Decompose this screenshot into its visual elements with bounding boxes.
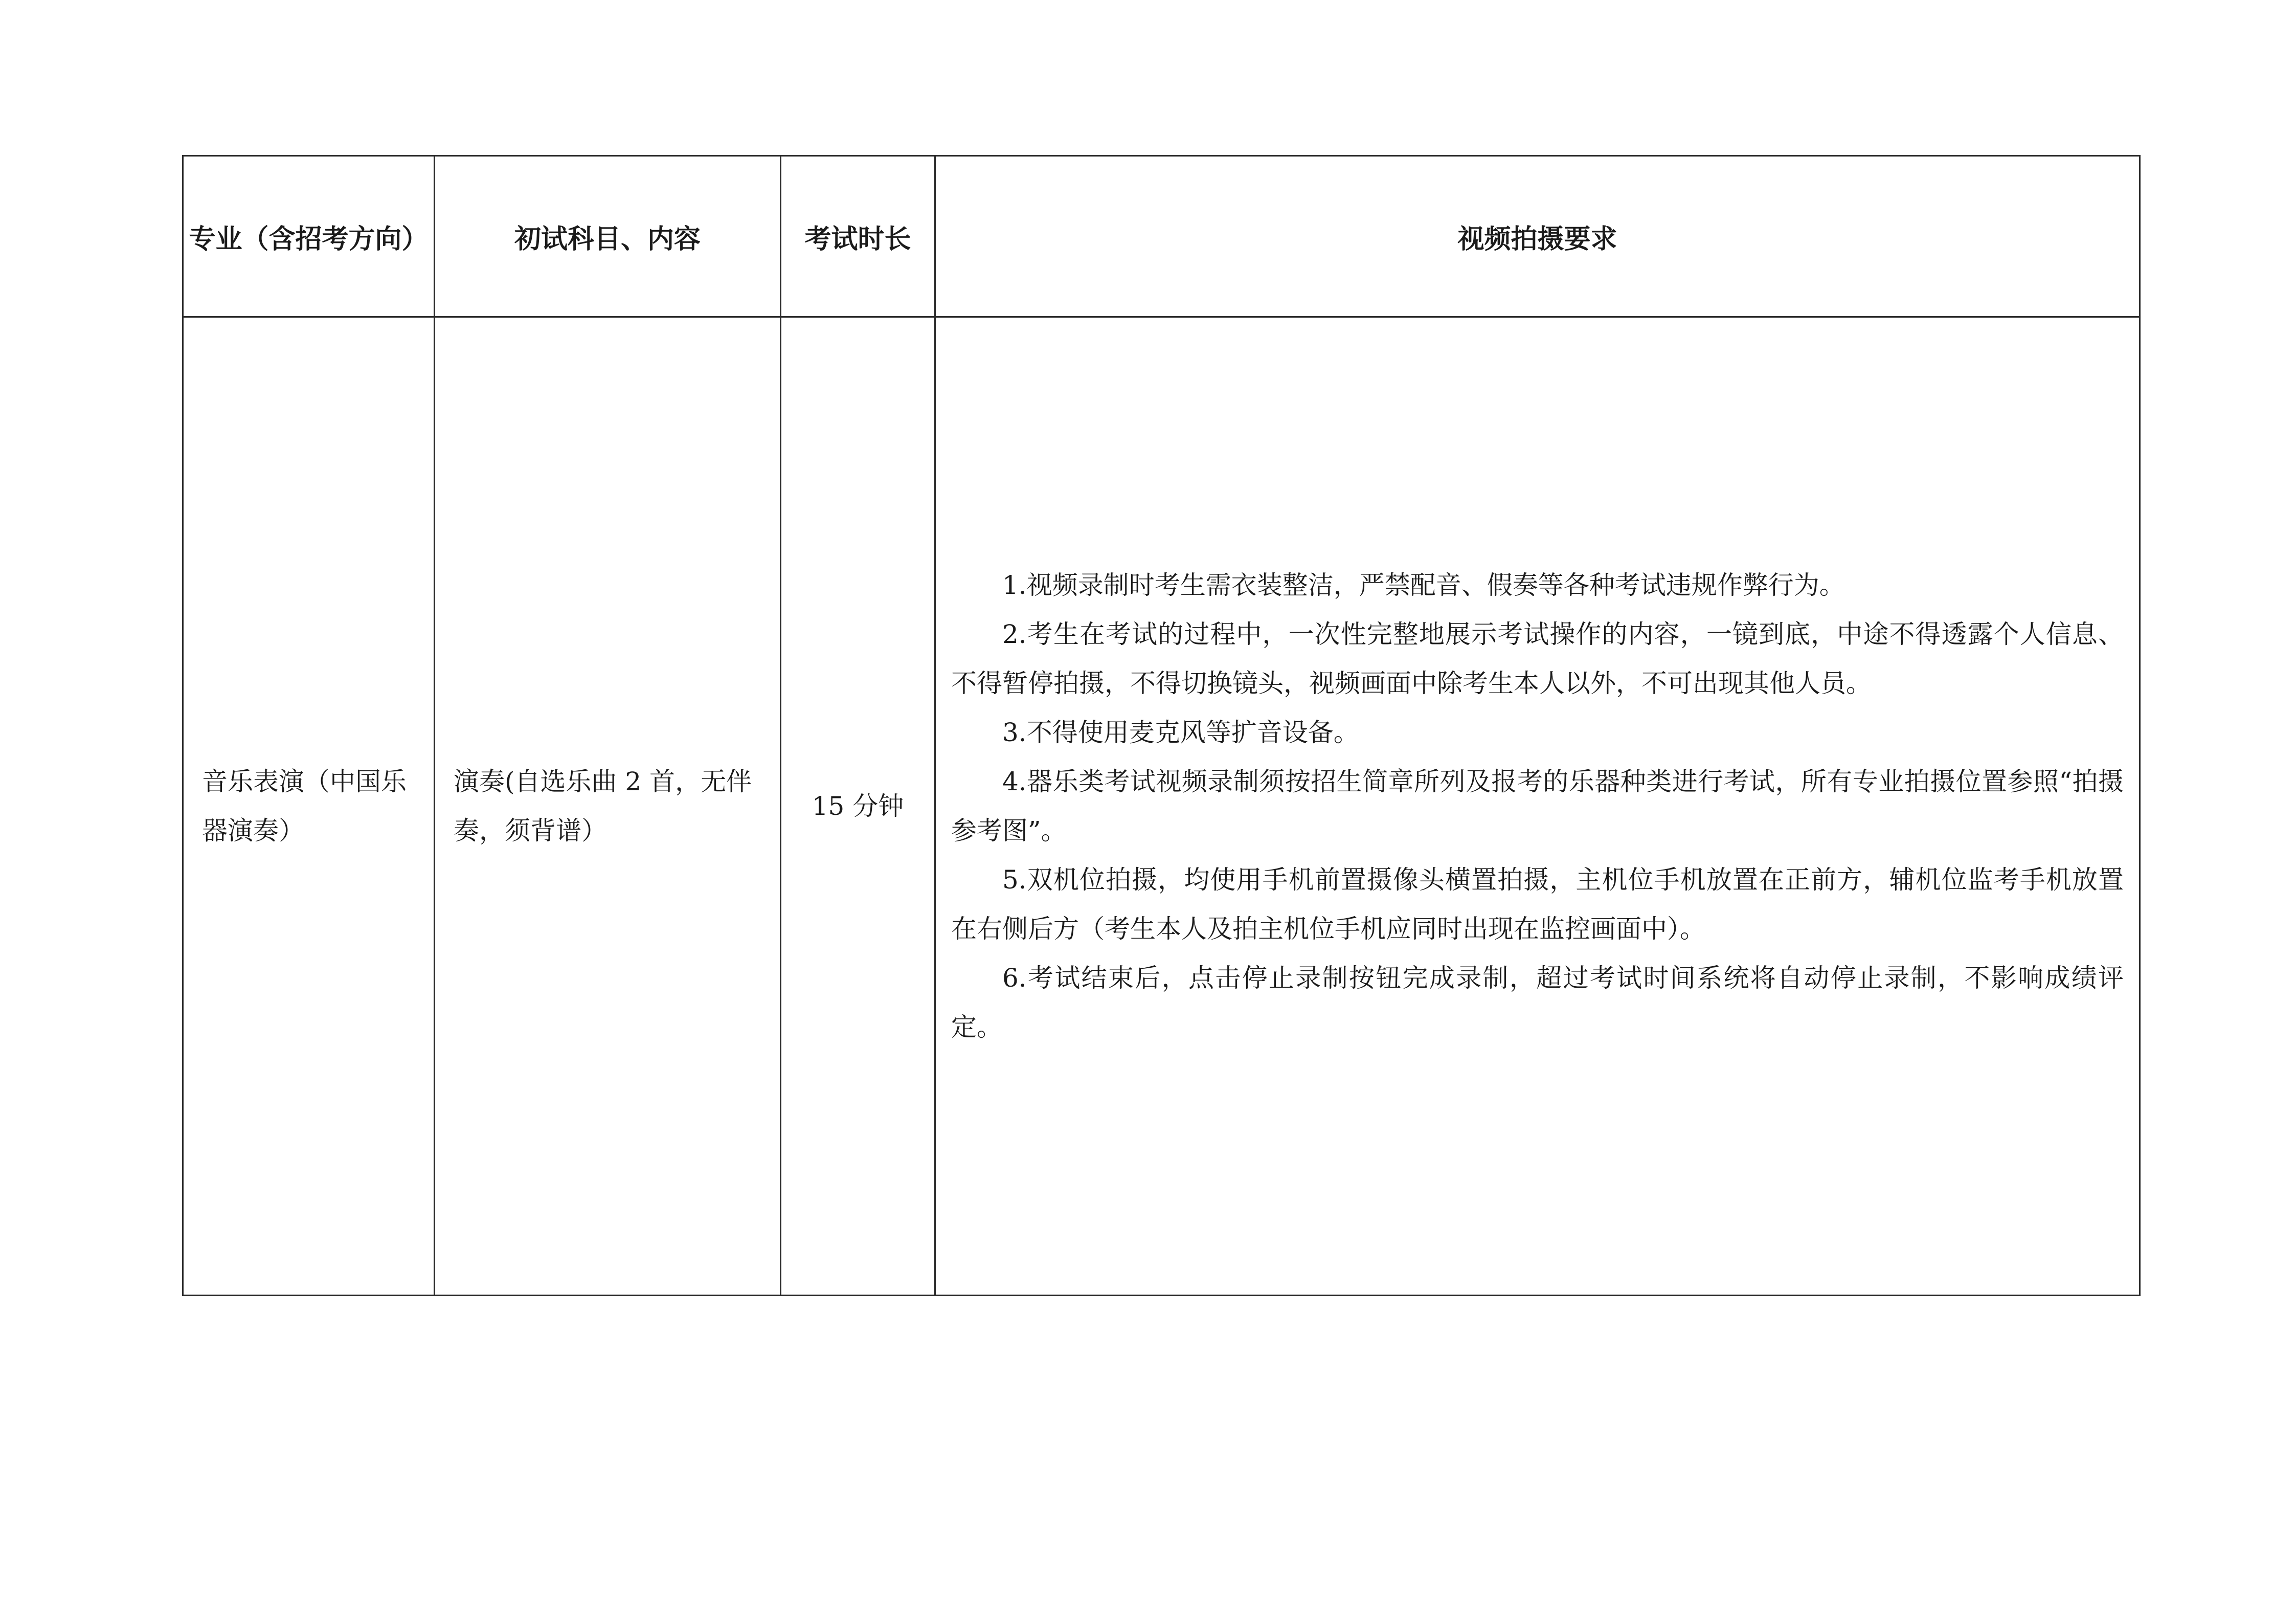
cell-requirements (935, 317, 2140, 1296)
header-requirements: 视频拍摄要求 (935, 156, 2140, 317)
table-body (183, 317, 2140, 1296)
cell-major: 音乐表演（中国乐器演奏） (183, 317, 435, 1296)
header-duration: 考试时长 (781, 156, 935, 317)
header-row (183, 156, 2140, 317)
cell-duration: 15 分钟 (781, 317, 935, 1296)
requirement-item: 2.考生在考试的过程中，一次性完整地展示考试操作的内容，一镜到底，中途不得透露个人信息、不得暂停拍摄，不得切换镜头，视频画面中除考生本人以外，不可出现其他人员。 (951, 619, 2124, 698)
cell-content: 演奏(自选乐曲 2 首，无伴奏，须背谱） (435, 317, 781, 1296)
table-header (183, 156, 2140, 317)
header-content: 初试科目、内容 (435, 156, 781, 317)
requirement-item: 1.视频录制时考生需衣装整洁，严禁配音、假奏等各种考试违规作弊行为。 (1002, 570, 1845, 600)
requirement-item: 3.不得使用麦克风等扩音设备。 (1002, 718, 1359, 747)
table-row (183, 317, 2140, 1296)
requirement-item: 6.考试结束后，点击停止录制按钮完成录制，超过考试时间系统将自动停止录制，不影响成绩评定。 (951, 963, 2124, 1042)
header-major: 专业（含招考方向） (183, 156, 435, 317)
requirement-item: 5.双机位拍摄，均使用手机前置摄像头横置拍摄，主机位手机放置在正前方，辅机位监考手机放置在右侧后方（考生本人及拍主机位手机应同时出现在监控画面中）。 (951, 865, 2124, 944)
exam-requirements-table (182, 155, 2141, 1296)
requirement-item: 4.器乐类考试视频录制须按招生简章所列及报考的乐器种类进行考试，所有专业拍摄位置参照“拍摄参考图”。 (951, 767, 2124, 846)
